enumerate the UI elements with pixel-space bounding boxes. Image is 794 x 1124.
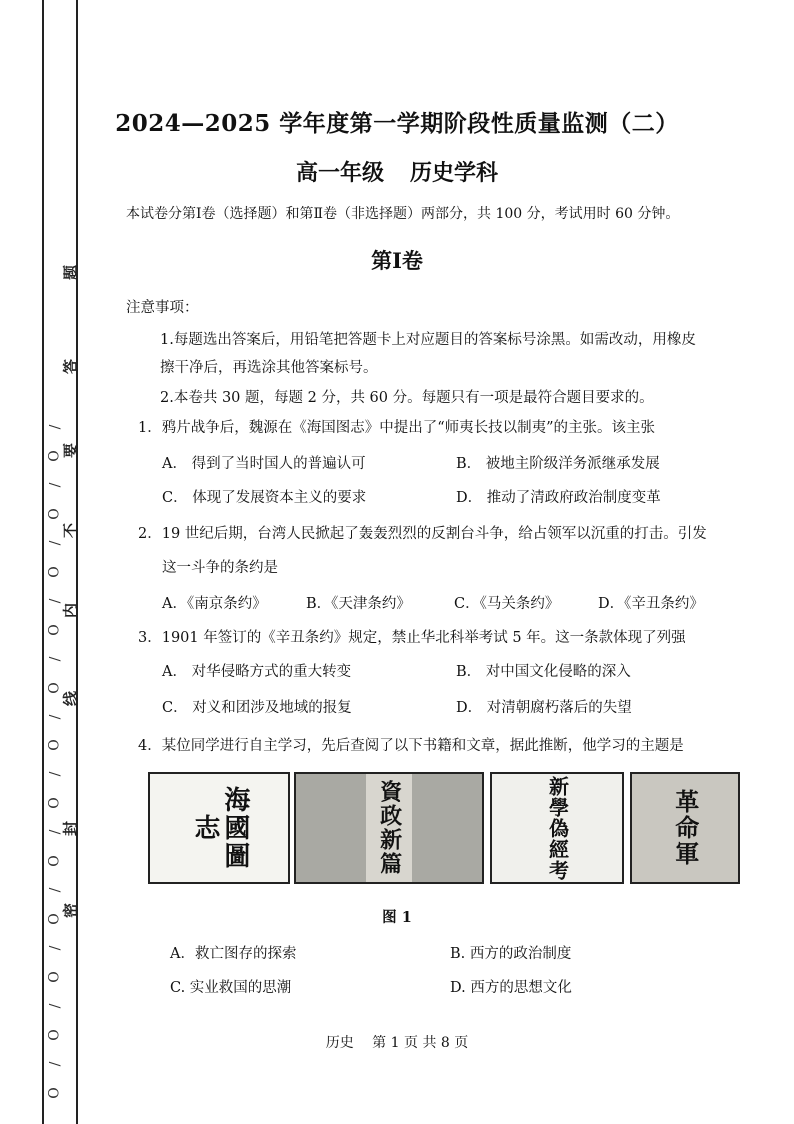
option-c: C. 实业救国的思潮 — [170, 980, 292, 996]
seal-char: 答 — [61, 359, 80, 375]
question-stem-continued: 这一斗争的条约是 — [162, 560, 278, 576]
question-stem: 1．鸦片战争后，魏源在《海国图志》中提出了“师夷长技以制夷”的主张。该主张 — [138, 420, 656, 436]
grade-label: 高一年级 — [295, 160, 384, 186]
option-c: C．《马关条约》 — [454, 596, 560, 612]
option-d: D．《辛丑条约》 — [598, 596, 704, 612]
book-cover-image — [148, 772, 290, 884]
seal-char: 密 — [61, 903, 80, 919]
section-title: 第Ⅰ卷 — [371, 248, 423, 273]
exam-intro: 本试卷分第Ⅰ卷（选择题）和第Ⅱ卷（非选择题）两部分，共 100 分，考试用时 60 分钟。 — [126, 206, 680, 222]
seal-char: 要 — [61, 443, 80, 459]
option-d: D． 对清朝腐朽落后的失望 — [456, 700, 632, 716]
option-c: C． 体现了发展资本主义的要求 — [162, 490, 367, 506]
book-cover-title: 革命軍 — [670, 789, 700, 867]
book-cover-image — [630, 772, 740, 884]
option-b: B. 西方的政治制度 — [450, 946, 572, 962]
question-stem: 2．19 世纪后期，台湾人民掀起了轰轰烈烈的反割台斗争，给占领军以沉重的打击。引发 — [138, 526, 707, 542]
exam-subtitle — [0, 156, 794, 187]
book-cover-image — [294, 772, 484, 884]
book-cover-title: 新學偽經考 — [545, 775, 570, 881]
option-d: D． 推动了清政府政治制度变革 — [456, 490, 661, 506]
page-footer: 历史 第 1 页 共 8 页 — [325, 1035, 469, 1051]
notice-item-2: 2.本卷共 30 题，每题 2 分，共 60 分。每题只有一项是最符合题目要求的。 — [160, 390, 654, 406]
book-cover-title: 海國圖志 — [190, 786, 250, 870]
seal-char: 线 — [61, 691, 80, 707]
option-a: A．救亡图存的探索 — [170, 946, 297, 962]
seal-char: 封 — [61, 821, 80, 837]
option-b: B． 被地主阶级洋务派继承发展 — [456, 456, 660, 472]
notice-item-1-line-1: 1.每题选出答案后，用铅笔把答题卡上对应题目的答案标号涂黑。如需改动，用橡皮 — [160, 332, 696, 348]
option-a: A． 得到了当时国人的普遍认可 — [162, 456, 366, 472]
option-d: D. 西方的思想文化 — [450, 980, 572, 996]
subject-label: 历史学科 — [410, 160, 499, 186]
book-cover-image — [490, 772, 624, 884]
book-cover-title: 資政新篇 — [366, 774, 411, 882]
option-c: C． 对义和团涉及地域的报复 — [162, 700, 352, 716]
figure-caption: 图 1 — [382, 909, 412, 926]
seal-char: 题 — [61, 265, 80, 281]
exam-title: 2024—2025 学年度第一学期阶段性质量监测（二） — [115, 110, 679, 137]
option-a: A． 对华侵略方式的重大转变 — [162, 664, 352, 680]
notice-heading: 注意事项： — [126, 300, 199, 316]
figure-book-covers — [148, 772, 740, 884]
option-a: A．《南京条约》 — [162, 596, 267, 612]
notice-item-1-line-2: 擦干净后，再选涂其他答案标号。 — [160, 360, 378, 376]
seal-char: 内 — [61, 603, 80, 619]
question-stem: 3．1901 年签订的《辛丑条约》规定，禁止华北科举考试 5 年。这一条款体现了列强 — [138, 630, 686, 646]
option-b: B． 对中国文化侵略的深入 — [456, 664, 631, 680]
option-b: B．《天津条约》 — [306, 596, 411, 612]
question-stem: 4．某位同学进行自主学习，先后查阅了以下书籍和文章，据此推断，他学习的主题是 — [138, 738, 684, 754]
binding-dash-marks: / O / O / O / O / O / O / O / O / O / O / O / O — [46, 424, 63, 1099]
seal-char: 不 — [61, 523, 80, 539]
